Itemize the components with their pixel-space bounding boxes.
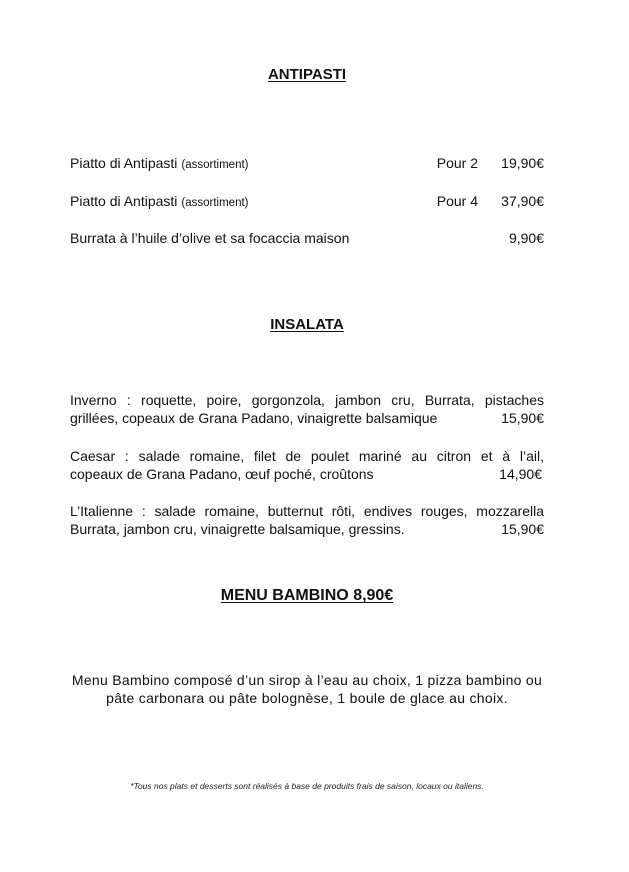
menu-content — [70, 0, 544, 872]
item-price: 37,90€ — [501, 193, 544, 209]
description-line: pâte carbonara ou pâte bolognèse, 1 boule de glace au choix. — [106, 690, 508, 706]
footnote: *Tous nos plats et desserts sont réalisés à base de produits frais de saison, locaux ou italiens. — [130, 781, 484, 791]
item-note: (assortiment) — [181, 197, 249, 209]
item-price: 19,90€ — [501, 155, 544, 171]
menu-item-caesar — [70, 447, 544, 483]
item-description-line: Burrata, jambon cru, vinaigrette balsamique, gressins. — [70, 521, 405, 537]
item-price: 15,90€ — [501, 521, 544, 537]
item-price: 15,90€ — [501, 410, 544, 426]
menu-item-antipasti-pour-2 — [70, 154, 544, 172]
menu-bambino-description — [70, 671, 544, 707]
item-name: Piatto di Antipasti — [70, 193, 178, 209]
item-description-line: copeaux de Grana Padano, œuf poché, croûtons — [70, 466, 374, 482]
section-title-antipasti — [70, 66, 544, 84]
item-description-line: Inverno : roquette, poire, gorgonzola, jambon cru, Burrata, pistaches — [70, 392, 544, 408]
description-line: Menu Bambino composé d’un sirop à l’eau au choix, 1 pizza bambino ou — [71, 672, 543, 688]
item-description-line: L’Italienne : salade romaine, butternut rôti, endives rouges, mozzarella — [70, 503, 544, 519]
menu-item-italienne — [70, 502, 544, 538]
section-title-text: ANTIPASTI — [267, 66, 347, 83]
item-description-line: Caesar : salade romaine, filet de poulet mariné au citron et à l’ail, — [70, 448, 544, 464]
item-portion: Pour 4 — [436, 193, 478, 209]
section-title-text: INSALATA — [270, 316, 344, 333]
item-name: Piatto di Antipasti — [70, 155, 178, 171]
menu-item-antipasti-pour-4 — [70, 192, 544, 210]
menu-item-inverno — [70, 391, 544, 427]
item-portion: Pour 2 — [436, 155, 478, 171]
item-description-last-line — [70, 465, 544, 483]
section-title-text: MENU BAMBINO 8,90€ — [220, 587, 394, 604]
item-note: (assortiment) — [181, 159, 249, 171]
item-price: 9,90€ — [508, 230, 544, 246]
item-description-last-line — [70, 520, 544, 538]
item-price: 14,90€ — [499, 466, 542, 482]
section-title-menu-bambino — [70, 587, 544, 605]
menu-item-burrata — [70, 229, 544, 247]
section-title-insalata — [70, 316, 544, 334]
item-name: Burrata à l’huile d’olive et sa focaccia maison — [70, 230, 350, 246]
item-description-last-line — [70, 409, 544, 427]
item-description-line: grillées, copeaux de Grana Padano, vinaigrette balsamique — [70, 410, 438, 426]
